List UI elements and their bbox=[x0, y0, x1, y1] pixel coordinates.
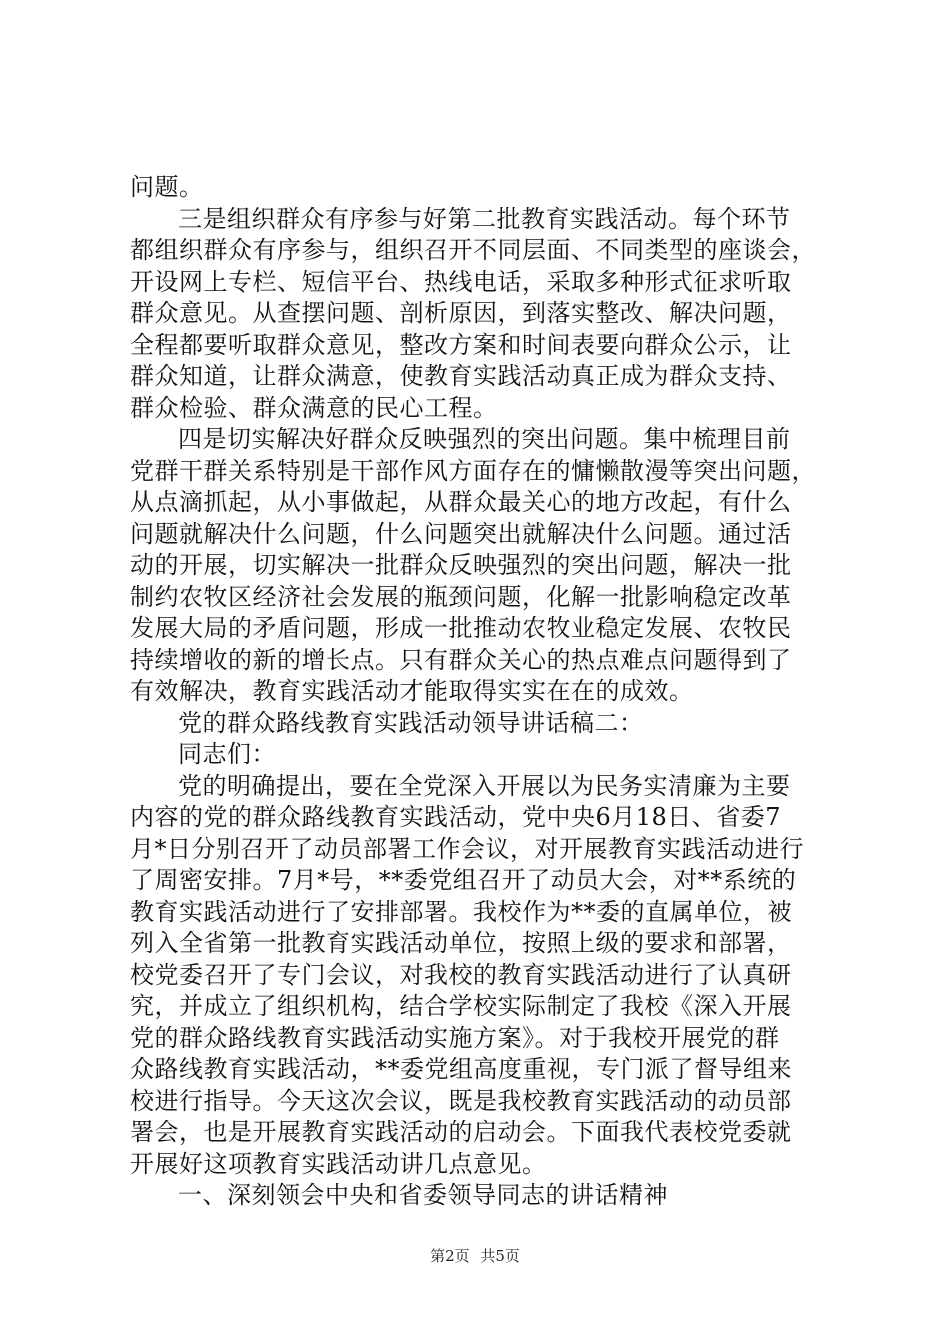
text-line: 群众检验、群众满意的民心工程。 bbox=[130, 393, 498, 422]
body-text bbox=[130, 172, 830, 1212]
page-footer bbox=[0, 1246, 950, 1266]
text-line: 党的群众路线教育实践活动领导讲话稿二： bbox=[178, 708, 644, 737]
text-line: 内容的党的群众路线教育实践活动，党中央6月18日、省委7 bbox=[130, 803, 782, 831]
text-line: 四是切实解决好群众反映强烈的突出问题。集中梳理目前 bbox=[178, 425, 791, 453]
text-line: 制约农牧区经济社会发展的瓶颈问题，化解一批影响稳定改革 bbox=[130, 582, 792, 611]
text-line: 校党委召开了专门会议，对我校的教育实践活动进行了认真研 bbox=[130, 960, 792, 989]
text-line: 党的明确提出，要在全党深入开展以为民务实清廉为主要 bbox=[178, 771, 791, 800]
text-line: 月*日分别召开了动员部署工作会议，对开展教育实践活动进行 bbox=[130, 834, 804, 863]
text-line: 持续增收的新的增长点。只有群众关心的热点难点问题得到了 bbox=[130, 645, 792, 674]
text-line: 党群干群关系特别是干部作风方面存在的慵懒散漫等突出问题， bbox=[130, 456, 816, 485]
text-line: 全程都要听取群众意见，整改方案和时间表要向群众公示，让 bbox=[130, 330, 792, 359]
text-line: 校进行指导。今天这次会议，既是我校教育实践活动的动员部 bbox=[130, 1086, 792, 1115]
text-line: 从点滴抓起，从小事做起，从群众最关心的地方改起，有什么 bbox=[130, 488, 792, 516]
text-line: 列入全省第一批教育实践活动单位，按照上级的要求和部署， bbox=[130, 929, 792, 957]
text-line: 教育实践活动进行了安排部署。我校作为**委的直属单位，被 bbox=[130, 897, 792, 926]
text-line: 问题就解决什么问题，什么问题突出就解决什么问题。通过活 bbox=[130, 519, 792, 548]
text-line: 党的群众路线教育实践活动实施方案》。对于我校开展党的群 bbox=[130, 1023, 780, 1052]
text-line: 众路线教育实践活动，**委党组高度重视，专门派了督导组来 bbox=[130, 1055, 792, 1083]
text-line: 群众意见。从查摆问题、剖析原因，到落实整改、解决问题， bbox=[130, 299, 792, 327]
text-line: 动的开展，切实解决一批群众反映强烈的突出问题，解决一批 bbox=[130, 551, 792, 579]
page-number: 第2页 bbox=[430, 1247, 470, 1265]
text-line: 问题。 bbox=[130, 173, 204, 201]
text-line: 一、深刻领会中央和省委领导同志的讲话精神 bbox=[178, 1181, 668, 1209]
text-line: 开展好这项教育实践活动讲几点意见。 bbox=[130, 1149, 547, 1178]
text-line: 发展大局的矛盾问题，形成一批推动农牧业稳定发展、农牧民 bbox=[130, 614, 792, 642]
text-line: 群众知道，让群众满意，使教育实践活动真正成为群众支持、 bbox=[130, 362, 792, 390]
text-line: 都组织群众有序参与，组织召开不同层面、不同类型的座谈会， bbox=[130, 236, 816, 264]
text-line: 了周密安排。7月*号，**委党组召开了动员大会，对**系统的 bbox=[130, 866, 797, 894]
text-line: 三是组织群众有序参与好第二批教育实践活动。每个环节 bbox=[178, 204, 791, 233]
page-total: 共5页 bbox=[480, 1247, 520, 1265]
text-line: 开设网上专栏、短信平台、热线电话，采取多种形式征求听取 bbox=[130, 267, 792, 296]
text-line: 同志们： bbox=[178, 740, 276, 768]
text-line: 究，并成立了组织机构，结合学校实际制定了我校《深入开展 bbox=[130, 992, 792, 1020]
text-line: 有效解决，教育实践活动才能取得实实在在的成效。 bbox=[130, 677, 694, 705]
text-line: 署会，也是开展教育实践活动的启动会。下面我代表校党委就 bbox=[130, 1118, 792, 1146]
